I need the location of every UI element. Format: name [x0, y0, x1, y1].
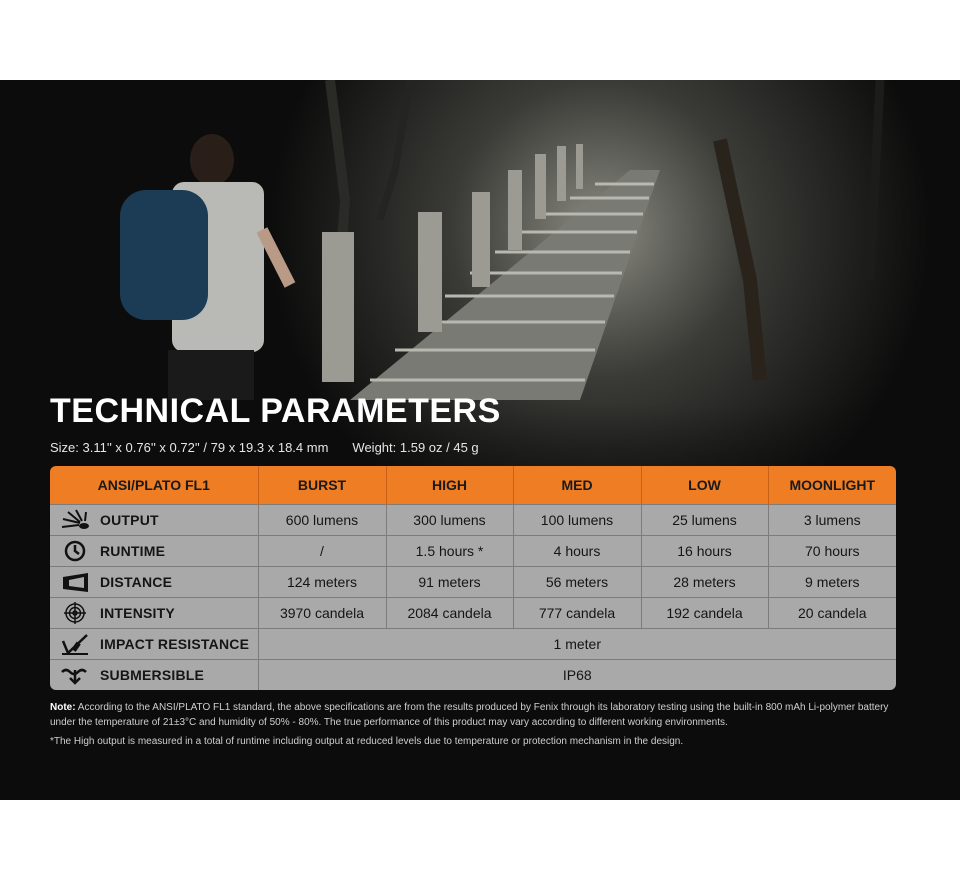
impact-icon [60, 633, 90, 655]
row-label-intensity: INTENSITY [100, 605, 175, 621]
cell-runtime-moonlight: 70 hours [768, 536, 896, 567]
row-label-output: OUTPUT [100, 512, 159, 528]
row-label-runtime: RUNTIME [100, 543, 166, 559]
table-row-distance [50, 567, 896, 598]
cell-submersible-value: IP68 [258, 660, 896, 691]
note-label: Note: [50, 702, 76, 713]
cell-runtime-high: 1.5 hours * [386, 536, 513, 567]
cell-intensity-med: 777 candela [513, 598, 641, 629]
cell-output-moonlight: 3 lumens [768, 505, 896, 536]
cell-intensity-burst: 3970 candela [258, 598, 386, 629]
submersible-icon [60, 664, 90, 686]
parameters-table [50, 466, 896, 690]
header-burst: BURST [258, 466, 386, 505]
header-standard: ANSI/PLATO FL1 [50, 466, 258, 505]
target-intensity-icon [60, 602, 90, 624]
header-low: LOW [641, 466, 768, 505]
header-moonlight: MOONLIGHT [768, 466, 896, 505]
cell-impact-value: 1 meter [258, 629, 896, 660]
cell-output-med: 100 lumens [513, 505, 641, 536]
cell-output-high: 300 lumens [386, 505, 513, 536]
clock-icon [60, 540, 90, 562]
cell-intensity-low: 192 candela [641, 598, 768, 629]
table-row-runtime [50, 536, 896, 567]
cell-distance-burst: 124 meters [258, 567, 386, 598]
dimension-specs [50, 440, 479, 455]
page-title: TECHNICAL PARAMETERS [50, 392, 501, 430]
hero-banner [0, 80, 960, 800]
beam-distance-icon [60, 571, 90, 593]
cell-intensity-high: 2084 candela [386, 598, 513, 629]
weight-spec: Weight: 1.59 oz / 45 g [352, 440, 479, 455]
cell-distance-high: 91 meters [386, 567, 513, 598]
table-row-submersible [50, 660, 896, 691]
cell-output-burst: 600 lumens [258, 505, 386, 536]
row-label-submersible: SUBMERSIBLE [100, 667, 205, 683]
burst-light-icon [60, 509, 90, 531]
cell-output-low: 25 lumens [641, 505, 768, 536]
row-label-impact: IMPACT RESISTANCE [100, 636, 250, 652]
cell-distance-moonlight: 9 meters [768, 567, 896, 598]
table-header-row [50, 466, 896, 505]
cell-distance-low: 28 meters [641, 567, 768, 598]
header-med: MED [513, 466, 641, 505]
size-spec: Size: 3.11'' x 0.76'' x 0.72'' / 79 x 19.3 x 18.4 mm [50, 440, 329, 455]
row-label-distance: DISTANCE [100, 574, 173, 590]
header-high: HIGH [386, 466, 513, 505]
footnote: *The High output is measured in a total of runtime including output at reduced levels due to temperature or protection mechanism in the design. [50, 736, 684, 747]
test-note [50, 700, 900, 730]
cell-runtime-low: 16 hours [641, 536, 768, 567]
cell-intensity-moonlight: 20 candela [768, 598, 896, 629]
cell-runtime-med: 4 hours [513, 536, 641, 567]
table-row-output [50, 505, 896, 536]
table-row-impact [50, 629, 896, 660]
cell-runtime-burst: / [258, 536, 386, 567]
note-text: According to the ANSI/PLATO FL1 standard, the above specifications are from the results produced by Fenix through its laboratory testing using the built-in 800 mAh Li-polymer battery under the temperature of 21±3°C and humidity of 50% - 80%. The true performance of this product may vary according to different working environments. [50, 702, 889, 728]
cell-distance-med: 56 meters [513, 567, 641, 598]
table-row-intensity [50, 598, 896, 629]
